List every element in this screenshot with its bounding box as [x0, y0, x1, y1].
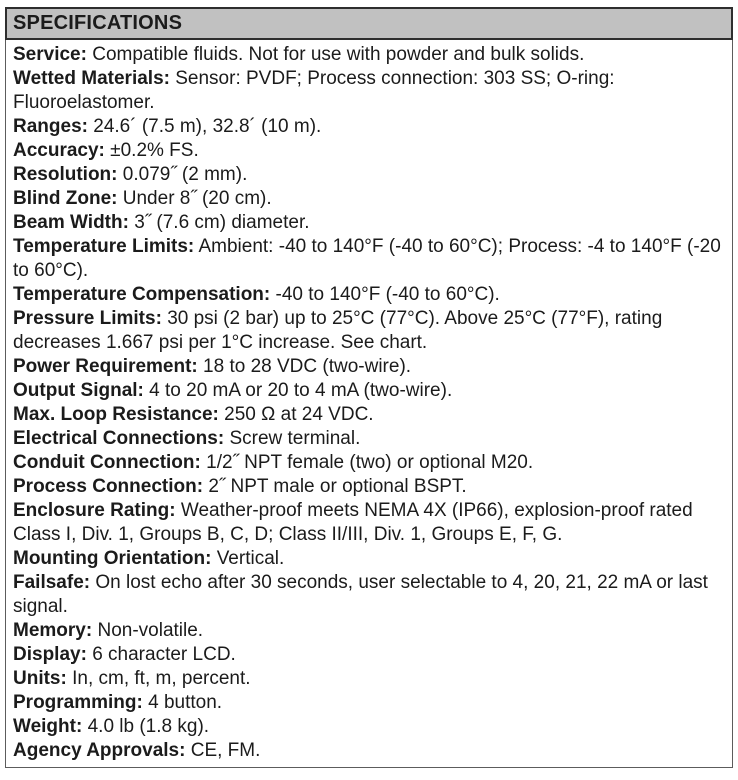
spec-row	[13, 139, 724, 163]
spec-value: -40 to 140°F (-40 to 60°C).	[275, 284, 500, 305]
spec-value: 3˝ (7.6 cm) diameter.	[134, 212, 310, 233]
spec-value: 250 Ω at 24 VDC.	[224, 404, 374, 425]
spec-label: Enclosure Rating:	[13, 500, 176, 521]
spec-label: Power Requirement:	[13, 356, 198, 377]
spec-row	[13, 691, 724, 715]
spec-value: 1/2˝ NPT female (two) or optional M20.	[206, 452, 534, 473]
spec-label: Conduit Connection:	[13, 452, 201, 473]
spec-value: 4 to 20 mA or 20 to 4 mA (two-wire).	[149, 380, 453, 401]
spec-value: CE, FM.	[190, 740, 261, 761]
spec-row	[13, 427, 724, 451]
spec-row	[13, 283, 724, 307]
spec-row	[13, 355, 724, 379]
spec-value: In, cm, ft, m, percent.	[72, 668, 251, 689]
spec-label: Output Signal:	[13, 380, 144, 401]
spec-value: 30 psi (2 bar) up to 25°C (77°C). Above 25°C (77°F), rating decreases 1.667 psi per 1°C increase. See chart.	[13, 308, 663, 353]
spec-label: Units:	[13, 668, 67, 689]
spec-label: Temperature Compensation:	[13, 284, 271, 305]
spec-row	[13, 211, 724, 235]
spec-row	[13, 403, 724, 427]
spec-label: Temperature Limits:	[13, 236, 195, 257]
spec-row	[13, 187, 724, 211]
spec-value: 6 character LCD.	[92, 644, 236, 665]
spec-label: Failsafe:	[13, 572, 91, 593]
spec-label: Weight:	[13, 716, 83, 737]
spec-row	[13, 307, 724, 355]
spec-label: Service:	[13, 44, 87, 65]
spec-value: Screw terminal.	[229, 428, 361, 449]
spec-label: Pressure Limits:	[13, 308, 162, 329]
spec-value: On lost echo after 30 seconds, user selectable to 4, 20, 21, 22 mA or last signal.	[13, 572, 708, 617]
spec-label: Programming:	[13, 692, 143, 713]
specifications-table	[5, 7, 733, 768]
spec-value: Sensor: PVDF; Process connection: 303 SS; O-ring: Fluoroelastomer.	[13, 68, 615, 113]
spec-value: 4.0 lb (1.8 kg).	[87, 716, 210, 737]
spec-row	[13, 619, 724, 643]
spec-row	[13, 571, 724, 619]
spec-label: Beam Width:	[13, 212, 129, 233]
spec-value: Vertical.	[216, 548, 285, 569]
table-title: SPECIFICATIONS	[13, 12, 183, 34]
spec-label: Process Connection:	[13, 476, 204, 497]
spec-row	[13, 67, 724, 115]
spec-label: Display:	[13, 644, 87, 665]
spec-value: Non-volatile.	[97, 620, 204, 641]
spec-label: Mounting Orientation:	[13, 548, 212, 569]
spec-row	[13, 43, 724, 67]
spec-value: 0.079˝ (2 mm).	[122, 164, 248, 185]
spec-value: 2˝ NPT male or optional BSPT.	[208, 476, 467, 497]
spec-row	[13, 163, 724, 187]
spec-label: Agency Approvals:	[13, 740, 186, 761]
spec-row	[13, 739, 724, 763]
spec-label: Memory:	[13, 620, 93, 641]
spec-row	[13, 115, 724, 139]
spec-label: Electrical Connections:	[13, 428, 225, 449]
spec-value: Ambient: -40 to 140°F (-40 to 60°C); Process: -4 to 140°F (-20 to 60°C).	[13, 236, 721, 281]
spec-row	[13, 235, 724, 283]
spec-value: 24.6´ (7.5 m), 32.8´ (10 m).	[93, 116, 322, 137]
spec-value: Compatible fluids. Not for use with powder and bulk solids.	[92, 44, 585, 65]
spec-row	[13, 451, 724, 475]
spec-value: 18 to 28 VDC (two-wire).	[203, 356, 412, 377]
spec-row	[13, 667, 724, 691]
spec-row	[13, 499, 724, 547]
spec-row	[13, 475, 724, 499]
table-header	[5, 7, 733, 40]
spec-row	[13, 643, 724, 667]
spec-row	[13, 379, 724, 403]
spec-label: Max. Loop Resistance:	[13, 404, 219, 425]
spec-label: Ranges:	[13, 116, 88, 137]
spec-label: Accuracy:	[13, 140, 105, 161]
spec-row	[13, 547, 724, 571]
spec-value: ±0.2% FS.	[110, 140, 199, 161]
table-body	[5, 40, 733, 768]
spec-label: Wetted Materials:	[13, 68, 170, 89]
spec-value: 4 button.	[148, 692, 223, 713]
spec-value: Under 8˝ (20 cm).	[122, 188, 272, 209]
spec-label: Resolution:	[13, 164, 118, 185]
spec-row	[13, 715, 724, 739]
spec-label: Blind Zone:	[13, 188, 118, 209]
spec-value: Weather-proof meets NEMA 4X (IP66), explosion-proof rated Class I, Div. 1, Groups B, C, D; Class II/III, Div. 1, Groups E, F, G.	[13, 500, 693, 545]
